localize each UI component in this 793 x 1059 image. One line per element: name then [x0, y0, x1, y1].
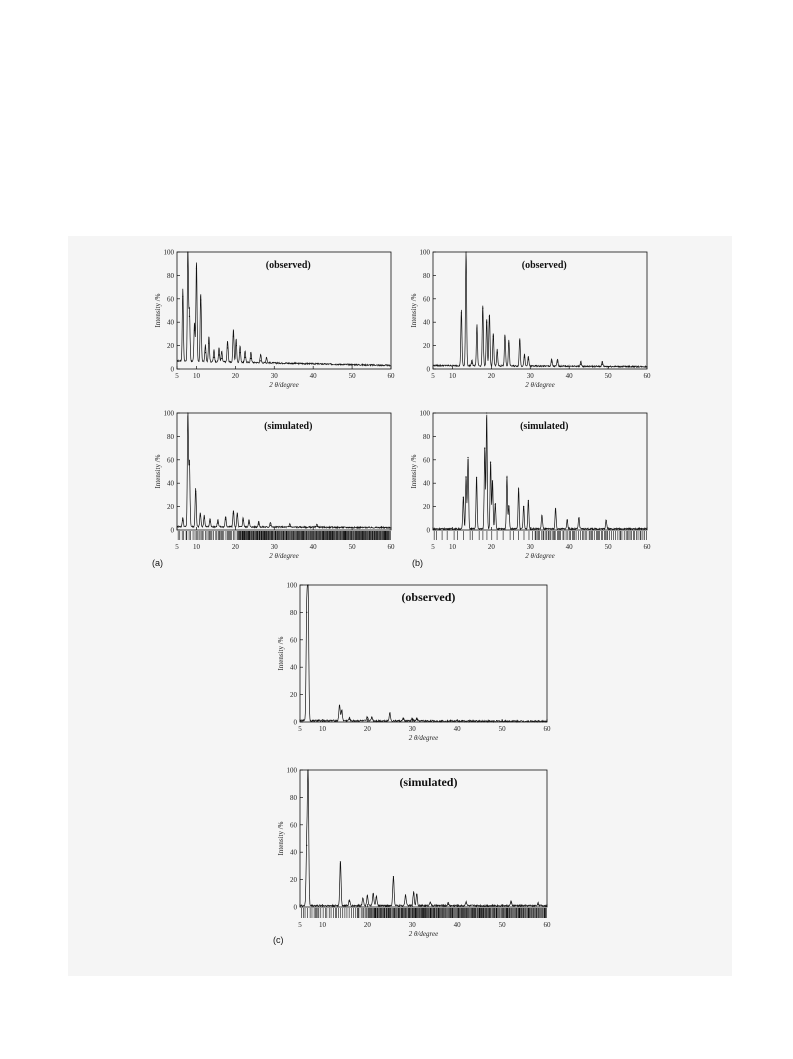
- x-tick-label: 20: [487, 543, 495, 551]
- y-tick-label: 40: [423, 479, 430, 488]
- plot-frame: [300, 585, 547, 722]
- y-tick-label: 60: [290, 821, 297, 830]
- x-tick-label: 60: [543, 725, 551, 733]
- x-tick-label: 20: [363, 725, 371, 733]
- x-axis-label: 2 θ/degree: [269, 381, 299, 389]
- peak-marker: [316, 526, 317, 527]
- peak-marker: [528, 500, 529, 501]
- y-tick-label: 20: [167, 342, 174, 351]
- y-tick-label: 20: [290, 691, 297, 700]
- peak-marker: [221, 358, 222, 359]
- peak-marker: [260, 360, 261, 361]
- peak-marker: [551, 361, 552, 362]
- y-tick-label: 60: [423, 295, 430, 304]
- x-tick-label: 20: [231, 372, 239, 380]
- peak-marker: [466, 902, 467, 903]
- peak-marker: [578, 518, 579, 519]
- y-tick-label: 40: [290, 663, 297, 672]
- y-tick-label: 80: [167, 432, 174, 441]
- peak-marker: [528, 359, 529, 360]
- peak-marker: [189, 316, 190, 317]
- peak-marker: [306, 612, 307, 613]
- peak-marker: [524, 357, 525, 358]
- chart-panel: [277, 767, 551, 939]
- peak-marker: [289, 526, 290, 527]
- y-tick-label: 100: [163, 248, 174, 257]
- y-tick-label: 20: [423, 503, 430, 512]
- peak-marker: [490, 462, 491, 463]
- peak-marker: [205, 352, 206, 353]
- peak-marker: [497, 352, 498, 353]
- peak-marker: [461, 312, 462, 313]
- panel-title: (simulated): [264, 421, 313, 432]
- peak-marker: [508, 506, 509, 507]
- peak-marker: [416, 719, 417, 720]
- y-axis-label: Intensity /%: [410, 454, 418, 489]
- peak-marker: [266, 363, 267, 364]
- peak-marker: [519, 340, 520, 341]
- panel-title: (observed): [521, 260, 567, 271]
- x-tick-label: 30: [408, 921, 416, 929]
- peak-marker: [467, 457, 468, 458]
- peak-marker: [523, 506, 524, 507]
- y-axis-label: Intensity /%: [154, 293, 162, 328]
- x-tick-label: 5: [298, 921, 302, 929]
- peak-marker: [244, 357, 245, 358]
- peak-marker: [403, 719, 404, 720]
- peak-marker: [239, 352, 240, 353]
- y-axis-label: Intensity /%: [410, 293, 418, 328]
- peak-marker: [233, 336, 234, 337]
- y-tick-label: 40: [423, 318, 430, 327]
- peak-marker: [555, 508, 556, 509]
- peak-marker: [341, 710, 342, 711]
- y-tick-label: 0: [170, 365, 174, 374]
- chart-panel: [410, 410, 651, 561]
- y-tick-label: 40: [167, 318, 174, 327]
- y-axis-label: Intensity /%: [154, 454, 162, 489]
- peak-marker: [448, 904, 449, 905]
- x-tick-label: 5: [298, 725, 302, 733]
- peak-marker: [187, 412, 188, 413]
- peak-marker: [465, 477, 466, 478]
- y-tick-label: 100: [419, 409, 430, 418]
- peak-marker: [482, 308, 483, 309]
- y-tick-label: 100: [286, 581, 297, 590]
- x-tick-label: 20: [487, 372, 495, 380]
- panel-title: (simulated): [399, 775, 458, 789]
- x-tick-label: 40: [453, 725, 461, 733]
- x-axis-label: 2 θ/degree: [525, 381, 555, 389]
- peak-marker: [606, 520, 607, 521]
- chart-panel: [154, 410, 395, 561]
- peak-marker: [541, 515, 542, 516]
- peak-marker: [484, 448, 485, 449]
- x-axis-label: 2 θ/degree: [408, 734, 439, 742]
- peak-marker: [471, 363, 472, 364]
- peak-marker: [349, 901, 350, 902]
- peak-marker: [510, 902, 511, 903]
- peak-marker: [349, 719, 350, 720]
- x-tick-label: 30: [526, 543, 534, 551]
- x-tick-label: 10: [318, 725, 326, 733]
- x-tick-label: 10: [318, 921, 326, 929]
- x-tick-label: 60: [543, 921, 551, 929]
- x-tick-label: 40: [309, 543, 317, 551]
- panel-label-b: (b): [412, 558, 423, 568]
- x-tick-label: 50: [348, 372, 356, 380]
- peak-marker: [486, 412, 487, 413]
- peak-marker: [580, 364, 581, 365]
- y-axis-label: Intensity /%: [277, 636, 285, 671]
- x-tick-label: 5: [431, 372, 435, 380]
- diffraction-profile: [300, 585, 547, 722]
- peak-marker: [393, 876, 394, 877]
- peak-marker: [602, 364, 603, 365]
- y-tick-label: 20: [423, 342, 430, 351]
- peak-marker: [204, 518, 205, 519]
- peak-marker: [218, 354, 219, 355]
- peak-marker: [486, 322, 487, 323]
- y-axis-label: Intensity /%: [277, 821, 285, 856]
- x-tick-label: 60: [643, 372, 651, 380]
- diffraction-profile: [433, 415, 647, 530]
- x-tick-label: 5: [431, 543, 435, 551]
- y-tick-label: 60: [167, 295, 174, 304]
- x-tick-label: 40: [565, 372, 573, 380]
- y-tick-label: 80: [423, 432, 430, 441]
- peak-marker: [405, 895, 406, 896]
- peak-marker: [187, 251, 188, 252]
- panel-title: (simulated): [520, 421, 569, 432]
- peak-marker: [189, 464, 190, 465]
- peak-marker: [413, 893, 414, 894]
- y-tick-label: 100: [163, 409, 174, 418]
- peak-marker: [367, 717, 368, 718]
- peak-marker: [307, 584, 308, 585]
- peak-marker: [340, 861, 341, 862]
- peak-marker: [367, 895, 368, 896]
- peak-marker: [567, 520, 568, 521]
- x-tick-label: 50: [498, 725, 506, 733]
- panel-label-a: (a): [152, 558, 163, 568]
- peak-marker: [248, 522, 249, 523]
- peak-marker: [270, 525, 271, 526]
- peak-marker: [237, 515, 238, 516]
- x-tick-label: 10: [192, 543, 200, 551]
- peak-marker: [518, 488, 519, 489]
- y-tick-label: 20: [167, 503, 174, 512]
- peak-marker: [557, 361, 558, 362]
- peak-marker: [225, 519, 226, 520]
- peak-marker: [495, 504, 496, 505]
- chart-panel: [154, 249, 395, 390]
- diffraction-profile: [300, 770, 547, 906]
- peak-marker: [412, 719, 413, 720]
- x-tick-label: 20: [231, 543, 239, 551]
- peak-marker: [489, 316, 490, 317]
- y-tick-label: 100: [286, 766, 297, 775]
- peak-marker: [504, 337, 505, 338]
- y-tick-label: 60: [167, 456, 174, 465]
- peak-marker: [182, 520, 183, 521]
- panel-title: (observed): [401, 590, 456, 604]
- peak-marker: [195, 491, 196, 492]
- y-tick-label: 40: [290, 848, 297, 857]
- y-tick-label: 20: [290, 876, 297, 885]
- chart-panel: [277, 582, 551, 743]
- peak-marker: [476, 327, 477, 328]
- y-tick-label: 60: [290, 636, 297, 645]
- panel-title: (observed): [265, 260, 311, 271]
- x-tick-label: 20: [363, 921, 371, 929]
- x-axis-label: 2 θ/degree: [525, 552, 555, 560]
- y-tick-label: 0: [293, 718, 297, 727]
- y-tick-label: 80: [423, 271, 430, 280]
- peak-marker: [227, 347, 228, 348]
- peak-marker: [492, 480, 493, 481]
- peak-marker: [537, 904, 538, 905]
- y-tick-label: 40: [167, 479, 174, 488]
- x-tick-label: 60: [387, 543, 395, 551]
- x-tick-label: 60: [387, 372, 395, 380]
- x-tick-label: 30: [270, 372, 278, 380]
- x-tick-label: 60: [643, 543, 651, 551]
- x-tick-label: 50: [604, 372, 612, 380]
- peak-marker: [306, 845, 307, 846]
- peak-marker: [465, 251, 466, 252]
- x-tick-label: 30: [408, 725, 416, 733]
- peak-marker: [362, 898, 363, 899]
- peak-marker: [416, 894, 417, 895]
- y-tick-label: 100: [419, 248, 430, 257]
- y-tick-label: 80: [167, 271, 174, 280]
- peak-marker: [200, 299, 201, 300]
- x-tick-label: 30: [526, 372, 534, 380]
- y-tick-label: 0: [426, 365, 430, 374]
- x-tick-label: 50: [348, 543, 356, 551]
- peak-marker: [508, 343, 509, 344]
- x-tick-label: 50: [498, 921, 506, 929]
- peak-marker: [506, 477, 507, 478]
- y-tick-label: 80: [290, 793, 297, 802]
- peak-marker: [430, 902, 431, 903]
- y-tick-label: 80: [290, 608, 297, 617]
- peak-marker: [339, 705, 340, 706]
- peak-marker: [182, 296, 183, 297]
- peak-marker: [243, 520, 244, 521]
- x-tick-label: 5: [175, 543, 179, 551]
- peak-marker: [463, 497, 464, 498]
- peak-marker: [258, 524, 259, 525]
- x-tick-label: 40: [309, 372, 317, 380]
- x-tick-label: 40: [453, 921, 461, 929]
- peak-marker: [250, 358, 251, 359]
- panel-label-c: (c): [273, 935, 284, 945]
- peak-marker: [307, 769, 308, 770]
- x-tick-label: 50: [604, 543, 612, 551]
- peak-marker: [373, 894, 374, 895]
- x-tick-label: 10: [448, 372, 456, 380]
- peak-marker: [389, 713, 390, 714]
- x-tick-label: 5: [175, 372, 179, 380]
- y-tick-label: 0: [426, 526, 430, 535]
- peak-marker: [371, 717, 372, 718]
- chart-panel: [410, 249, 651, 390]
- plot-frame: [300, 770, 547, 907]
- peak-marker: [208, 343, 209, 344]
- x-tick-label: 40: [565, 543, 573, 551]
- peak-marker: [236, 345, 237, 346]
- x-axis-label: 2 θ/degree: [269, 552, 299, 560]
- peak-marker: [196, 268, 197, 269]
- y-tick-label: 60: [423, 456, 430, 465]
- x-tick-label: 10: [448, 543, 456, 551]
- peak-marker: [209, 521, 210, 522]
- peak-marker: [493, 336, 494, 337]
- x-axis-label: 2 θ/degree: [408, 930, 439, 938]
- x-tick-label: 10: [192, 372, 200, 380]
- peak-marker: [194, 330, 195, 331]
- peak-marker: [233, 513, 234, 514]
- y-tick-label: 0: [293, 903, 297, 912]
- peak-marker: [200, 515, 201, 516]
- peak-marker: [213, 357, 214, 358]
- peak-marker: [217, 522, 218, 523]
- peak-marker: [376, 897, 377, 898]
- y-tick-label: 0: [170, 526, 174, 535]
- x-tick-label: 30: [270, 543, 278, 551]
- peak-marker: [476, 477, 477, 478]
